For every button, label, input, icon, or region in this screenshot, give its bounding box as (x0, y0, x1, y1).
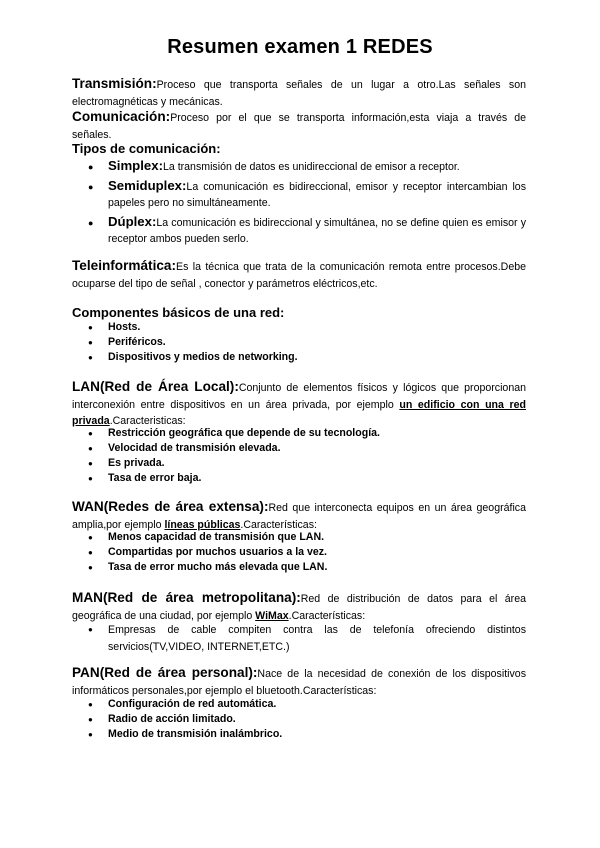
teleinformatica-term: Teleinformática: (72, 258, 176, 273)
lan-list (88, 426, 526, 486)
list-item: ● Compartidas por muchos usuarios a la vez. (88, 545, 526, 560)
wan-term: WAN(Redes de área extensa): (72, 499, 269, 514)
list-item: ● Medio de transmisión inalámbrico. (88, 727, 526, 742)
list-item: ● Dispositivos y medios de networking. (88, 350, 526, 365)
list-item: ● Radio de acción limitado. (88, 712, 526, 727)
wan-list (88, 530, 526, 575)
list-item (88, 158, 526, 176)
pan-list (88, 697, 526, 742)
wan-caracteristicas: .Características: (240, 518, 317, 531)
pan-term: PAN(Red de área personal): (72, 665, 258, 680)
semiduplex-term: Semiduplex: (108, 177, 187, 193)
man-example: WiMax (255, 609, 289, 622)
list-item: ● Tasa de error baja. (88, 471, 526, 486)
teleinformatica-text: Es la técnica que trata de la comunicación remota entre procesos.Debe ocuparse del tipo de señal , conector y parámetros eléctricos,etc. (72, 261, 526, 290)
man-term: MAN(Red de área metropolitana): (72, 590, 301, 605)
list-item: ● Hosts. (88, 320, 526, 335)
wan-example: líneas públicas (164, 518, 241, 531)
list-item: ● Restricción geográfica que depende de su tecnología. (88, 426, 526, 441)
comunicacion-text: Proceso por el que se transporta información,esta viaja a través de señales. (72, 112, 526, 141)
semiduplex-text: La comunicación es bidireccional, emisor y receptor intercambian los papeles pero no simultáneamente. (108, 180, 526, 209)
man-caracteristicas: .Características: (288, 609, 366, 622)
comunicacion-term: Comunicación: (72, 109, 171, 124)
pan-text: Nace de la necesidad de conexión de los dispositivos informáticos personales,por ejemplo el bluetooth.Características: (72, 668, 526, 697)
comunicacion-paragraph (72, 109, 526, 143)
pan-paragraph (72, 665, 526, 699)
lan-example: un edificio con una red privada (72, 398, 527, 427)
man-list (88, 622, 526, 655)
transmision-text: Proceso que transporta señales de un lugar a otro.Las señales son electromagnéticas y mecánicas. (72, 79, 526, 108)
man-paragraph (72, 590, 526, 624)
duplex-term: Dúplex: (108, 213, 157, 229)
wan-text: Red que interconecta equipos en un área geográfica amplia,por ejemplo (72, 502, 526, 531)
list-item: ● Velocidad de transmisión elevada. (88, 441, 526, 456)
simplex-term: Simplex: (108, 158, 163, 173)
list-item (88, 214, 526, 248)
page-title: Resumen examen 1 REDES (167, 36, 433, 58)
componentes-list (88, 320, 526, 365)
simplex-text: La transmisión de datos es unidireccional de emisor a receptor. (162, 161, 460, 173)
list-item: ● Es privada. (88, 456, 526, 471)
lan-text: Conjunto de elementos físicos y lógicos que proporcionan interconexión entre dispositivos en un área privada, por ejemplo (72, 382, 526, 411)
list-item (88, 178, 526, 212)
lan-term: LAN(Red de Área Local): (72, 379, 239, 394)
wan-paragraph (72, 499, 526, 533)
transmision-term: Transmisión: (72, 76, 157, 91)
lan-caracteristicas: .Caracteristicas: (109, 415, 186, 427)
list-item: ● Empresas de cable compiten contra las de telefonía ofreciendo distintos servicios(TV,VIDEO, INTERNET,ETC.) (88, 622, 526, 655)
lan-paragraph (72, 379, 526, 430)
componentes-heading: Componentes básicos de una red: (72, 305, 285, 320)
tipos-list (88, 158, 526, 250)
teleinformatica-paragraph (72, 258, 526, 292)
list-item: ● Tasa de error mucho más elevada que LAN. (88, 560, 526, 575)
list-item: ● Periféricos. (88, 335, 526, 350)
list-item: ● Configuración de red automática. (88, 697, 526, 712)
man-text: Red de distribución de datos para el área geográfica de una ciudad, por ejemplo (72, 593, 526, 622)
duplex-text: La comunicación es bidireccional y simultánea, no se define quien es emisor y receptor ambos pueden serlo. (108, 216, 526, 245)
transmision-paragraph (72, 76, 526, 110)
list-item: ● Menos capacidad de transmisión que LAN. (88, 530, 526, 545)
tipos-heading: Tipos de comunicación: (72, 141, 221, 156)
